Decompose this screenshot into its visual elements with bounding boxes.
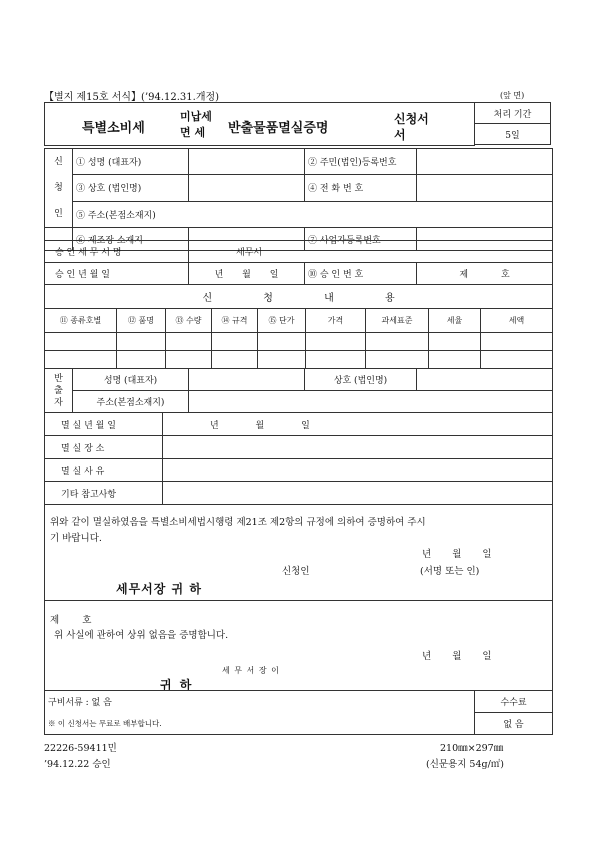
loss-other-label: 기타 참고사항	[45, 482, 163, 505]
cell[interactable]	[366, 333, 429, 351]
fee-value: 없 음	[475, 713, 553, 735]
processing-label: 처리 기간	[475, 103, 551, 124]
request-recipient: 세무서장 귀 하	[116, 582, 202, 596]
col-item: ⑫ 품명	[117, 309, 166, 333]
applicant-table	[44, 148, 553, 251]
cell[interactable]	[45, 333, 117, 351]
side-char: 청	[54, 183, 63, 193]
fee-label: 수수료	[475, 691, 553, 713]
approval-no-label: ⑩ 승 인 번 호	[305, 263, 417, 285]
side-char: 인	[54, 209, 63, 219]
carrier-name-label: 성명 (대표자)	[73, 369, 189, 391]
cell[interactable]	[366, 351, 429, 369]
carrier-side-label	[45, 369, 73, 413]
loss-table	[44, 412, 553, 505]
col-tax-rate: 세율	[429, 309, 481, 333]
cell[interactable]	[481, 351, 553, 369]
page-side: (앞 면)	[500, 91, 525, 100]
title-part-3: 반출물품멸실증명	[228, 121, 329, 136]
title-part-2a: 미납세	[180, 110, 212, 123]
side-char: 반	[54, 373, 63, 384]
required-docs: 구비서류 : 없 음	[45, 691, 475, 713]
col-type: ⑪ 종류호별	[45, 309, 117, 333]
paper-type: (신문용지 54g/㎡)	[426, 759, 505, 770]
biz-no-label: ⑦ 사업자등록번호	[305, 228, 417, 251]
certificate-text: 위 사실에 관하여 상위 없음을 증명합니다.	[54, 630, 229, 641]
cell[interactable]	[481, 333, 553, 351]
processing-value: 5일	[475, 124, 551, 145]
phone-field[interactable]	[417, 175, 553, 201]
loss-place-label: 멸 실 장 소	[45, 436, 163, 459]
approval-office-field[interactable]	[189, 241, 553, 263]
phone-label: ④ 전 화 번 호	[305, 175, 417, 201]
certificate-issuer: 세 무 서 장 이	[222, 666, 280, 675]
loss-date-field[interactable]	[163, 413, 553, 436]
approval-date-label: 승 인 년 월 일	[45, 263, 189, 285]
title-part-1: 특별소비세	[82, 121, 145, 136]
approval-note: ’94.12.22 승인	[44, 759, 111, 770]
col-price: 가격	[306, 309, 366, 333]
col-unit-price: ⑮ 단가	[258, 309, 306, 333]
loss-reason-field[interactable]	[163, 459, 553, 482]
certificate-recipient: 귀 하	[160, 678, 194, 692]
loss-other-field[interactable]	[163, 482, 553, 505]
side-char: 출	[54, 385, 63, 396]
approval-table	[44, 240, 553, 285]
id-no-field[interactable]	[417, 149, 553, 175]
approval-date-field[interactable]: 년 월 일	[189, 263, 305, 285]
cell[interactable]	[429, 333, 481, 351]
company-field[interactable]	[189, 175, 305, 201]
name-field[interactable]	[189, 149, 305, 175]
col-spec: ⑭ 규격	[212, 309, 258, 333]
table-row	[45, 351, 553, 369]
certificate-box	[44, 600, 553, 691]
detail-title: 신 청 내 용	[45, 285, 553, 309]
cell[interactable]	[258, 351, 306, 369]
certificate-no: 제 호	[50, 615, 92, 626]
cell[interactable]	[117, 351, 166, 369]
cell[interactable]	[258, 333, 306, 351]
request-text-2: 기 바랍니다.	[50, 533, 102, 544]
carrier-company-field[interactable]	[417, 369, 553, 391]
cell[interactable]	[45, 351, 117, 369]
cell[interactable]	[429, 351, 481, 369]
col-qty: ⑬ 수량	[166, 309, 212, 333]
form-number: 【별지 제15호 서식】(’94.12.31.개정)	[44, 92, 220, 103]
loss-place-field[interactable]	[163, 436, 553, 459]
address-label: ⑤ 주소(본점소재지)	[73, 201, 553, 227]
footer-table	[44, 690, 553, 735]
cell[interactable]	[166, 351, 212, 369]
cell[interactable]	[212, 333, 258, 351]
request-date: 년 월 일	[422, 549, 492, 560]
factory-label: ⑥ 제조장 소재지	[73, 228, 189, 251]
side-char: 신	[54, 157, 63, 167]
loss-reason-label: 멸 실 사 유	[45, 459, 163, 482]
side-char: 자	[54, 397, 63, 408]
office-suffix: 세무서	[236, 248, 263, 258]
id-no-label: ② 주민(법인)등록번호	[305, 149, 417, 175]
cell[interactable]	[166, 333, 212, 351]
free-note: ※ 이 신청서는 무료로 배부합니다.	[45, 713, 475, 735]
applicant-side-label	[45, 149, 73, 228]
sign-hint: (서명 또는 인)	[420, 566, 480, 577]
detail-table	[44, 284, 553, 369]
title-part-4a: 신청서	[394, 112, 429, 126]
carrier-address-label: 주소(본점소재지)	[73, 391, 189, 413]
cell[interactable]	[212, 351, 258, 369]
request-text-1: 위와 같이 멸실하였음을 특별소비세법시행령 제21조 제2항의 규정에 의하여 증명하여 주시	[50, 517, 426, 528]
loss-date-label: 멸 실 년 월 일	[45, 413, 163, 436]
table-row	[45, 333, 553, 351]
cell[interactable]	[117, 333, 166, 351]
carrier-address-field[interactable]	[189, 391, 553, 413]
approval-no-field[interactable]: 제 호	[417, 263, 553, 285]
paper-size: 210㎜×297㎜	[440, 743, 504, 754]
applicant-sign-label: 신청인	[282, 566, 310, 577]
carrier-table	[44, 368, 553, 413]
col-tax-base: 과세표준	[366, 309, 429, 333]
col-tax-amount: 세액	[481, 309, 553, 333]
carrier-company-label: 상호 (법인명)	[305, 369, 417, 391]
title-part-2b: 면 세	[180, 126, 206, 139]
cell[interactable]	[306, 351, 366, 369]
name-label: ① 성명 (대표자)	[73, 149, 189, 175]
title-part-4b: 서	[394, 128, 406, 142]
form-code: 22226-59411민	[44, 743, 117, 754]
processing-period-table	[474, 102, 551, 145]
company-label: ③ 상호 (법인명)	[73, 175, 189, 201]
cell[interactable]	[306, 333, 366, 351]
loss-date-value: 년 월 일	[210, 420, 310, 431]
carrier-name-field[interactable]	[189, 369, 305, 391]
certificate-date: 년 월 일	[422, 651, 492, 662]
approval-office-label: 승 인 세 무 서 명	[45, 241, 189, 263]
